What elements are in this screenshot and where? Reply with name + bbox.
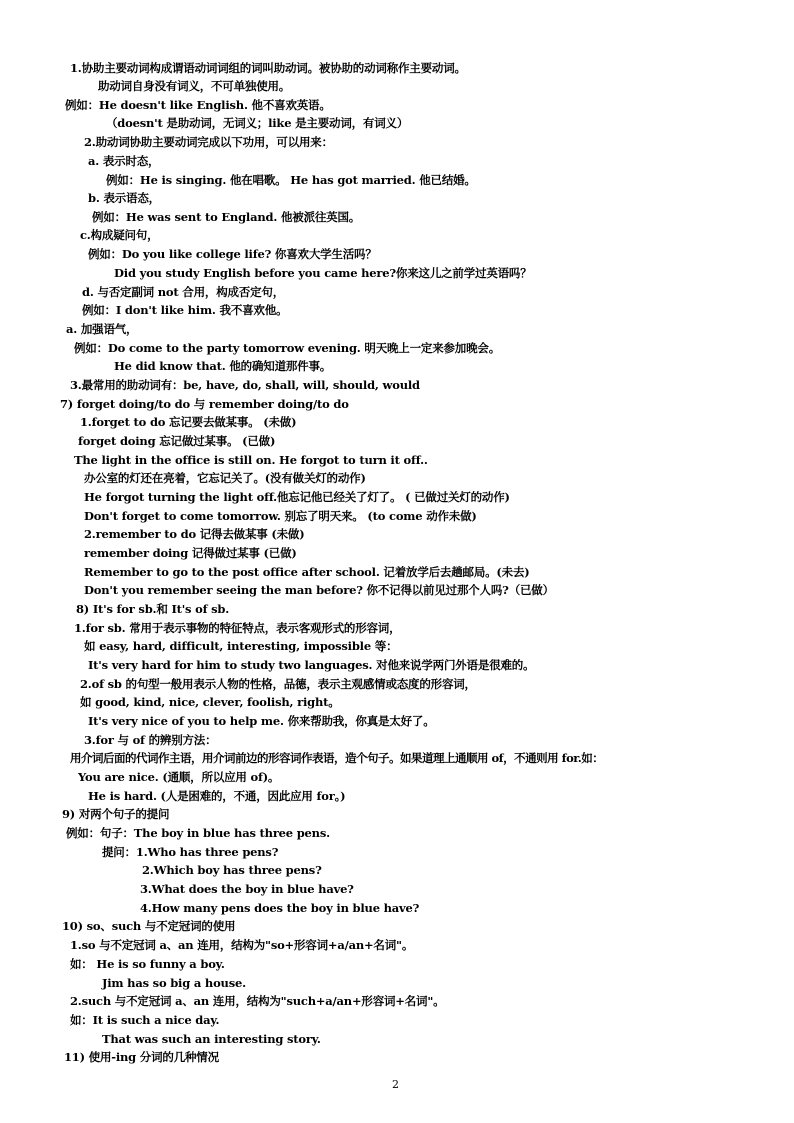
text-line: b. 表示语态， bbox=[88, 191, 160, 205]
text-line: 3.What does the boy in blue have? bbox=[140, 882, 354, 896]
text-line: 如 easy, hard, difficult, interesting, impossible 等： bbox=[84, 639, 398, 653]
text-line: It's very hard for him to study two languages. 对他来说学两门外语是很难的。 bbox=[88, 658, 535, 672]
text-line: 2.of sb 的句型一般用表示人物的性格，品德，表示主观感情或态度的形容词， bbox=[80, 677, 476, 691]
text-line: 例如：句子：The boy in blue has three pens. bbox=[66, 826, 330, 840]
text-line: forget doing 忘记做过某事。 (已做) bbox=[78, 434, 276, 448]
text-line: 1.协助主要动词构成谓语动词词组的词叫助动词。被协助的动词称作主要动词。 bbox=[70, 61, 466, 75]
text-line: He forgot turning the light off.他忘记他已经关了灯了。 ( 已做过关灯的动作) bbox=[84, 490, 510, 504]
section-heading: 11) 使用-ing 分词的几种情况 bbox=[64, 1050, 219, 1064]
text-line: 如：It is such a nice day. bbox=[70, 1013, 220, 1027]
text-line: a. 加强语气， bbox=[66, 322, 138, 336]
text-line: c.构成疑问句， bbox=[80, 228, 159, 242]
text-line: 4.How many pens does the boy in blue have? bbox=[140, 901, 420, 915]
text-line: （doesn't 是助动词，无词义；like 是主要动词，有词义） bbox=[106, 116, 409, 130]
text-line: Don't forget to come tomorrow. 别忘了明天来。 (to come 动作未做) bbox=[84, 509, 477, 523]
text-line: The light in the office is still on. He forgot to turn it off.. bbox=[74, 453, 428, 467]
text-line: 办公室的灯还在亮着，它忘记关了。(没有做关灯的动作) bbox=[84, 471, 366, 485]
text-line: 1.for sb. 常用于表示事物的特征特点，表示客观形式的形容词， bbox=[74, 621, 401, 635]
text-line: Remember to go to the post office after school. 记着放学后去趟邮局。(未去) bbox=[84, 565, 530, 579]
section-heading: 9) 对两个句子的提问 bbox=[62, 807, 170, 821]
text-line: 例如：He doesn't like English. 他不喜欢英语。 bbox=[65, 98, 331, 112]
text-line: a. 表示时态， bbox=[88, 154, 160, 168]
section-heading: 10) so、such 与不定冠词的使用 bbox=[62, 919, 236, 933]
section-heading: 7) forget doing/to do 与 remember doing/to do bbox=[60, 397, 349, 411]
text-line: 3.for 与 of 的辨别方法： bbox=[84, 733, 217, 747]
text-line: 例如：Do come to the party tomorrow evening. 明天晚上一定来参加晚会。 bbox=[74, 341, 501, 355]
text-line: 2.such 与不定冠词 a、an 连用，结构为"such+a/an+形容词+名词"。 bbox=[70, 994, 445, 1008]
text-line: 如： He is so funny a boy. bbox=[70, 957, 225, 971]
text-line: 3.最常用的助动词有：be, have, do, shall, will, should, would bbox=[70, 378, 420, 392]
text-line: You are nice. (通顺，所以应用 of)。 bbox=[78, 770, 280, 784]
text-line: He is hard. (人是困难的，不通，因此应用 for。) bbox=[88, 789, 346, 803]
text-line: 如 good, kind, nice, clever, foolish, right。 bbox=[80, 695, 340, 709]
text-line: 用介词后面的代词作主语，用介词前边的形容词作表语，造个句子。如果道理上通顺用 of，不通则用 for.如： bbox=[70, 751, 604, 765]
section-heading: 8) It's for sb.和 It's of sb. bbox=[76, 602, 230, 616]
text-line: 提问：1.Who has three pens? bbox=[102, 845, 279, 859]
text-line: Don't you remember seeing the man before? 你不记得以前见过那个人吗?（已做） bbox=[84, 583, 554, 597]
text-line: 例如：He is singing. 他在唱歌。 He has got married. 他已结婚。 bbox=[106, 173, 476, 187]
text-line: Did you study English before you came here?你来这儿之前学过英语吗？ bbox=[114, 266, 532, 280]
text-line: 2.助动词协助主要动词完成以下功用，可以用来： bbox=[84, 135, 333, 149]
text-line: 1.so 与不定冠词 a、an 连用，结构为"so+形容词+a/an+名词"。 bbox=[70, 938, 414, 952]
text-line: 例如：Do you like college life? 你喜欢大学生活吗？ bbox=[88, 247, 377, 261]
text-line: remember doing 记得做过某事 (已做) bbox=[84, 546, 297, 560]
text-line: Jim has so big a house. bbox=[102, 976, 246, 990]
text-line: 1.forget to do 忘记要去做某事。 (未做) bbox=[80, 415, 297, 429]
text-line: 例如：He was sent to England. 他被派往英国。 bbox=[92, 210, 361, 224]
page-number: 2 bbox=[392, 1078, 399, 1091]
text-line: That was such an interesting story. bbox=[102, 1032, 321, 1046]
text-line: 助动词自身没有词义，不可单独使用。 bbox=[98, 79, 291, 93]
text-line: 例如：I don't like him. 我不喜欢他。 bbox=[82, 303, 288, 317]
text-line: It's very nice of you to help me. 你来帮助我，你真是太好了。 bbox=[88, 714, 435, 728]
text-line: d. 与否定副词 not 合用，构成否定句， bbox=[82, 285, 284, 299]
text-line: He did know that. 他的确知道那件事。 bbox=[114, 359, 332, 373]
text-line: 2.remember to do 记得去做某事 (未做) bbox=[84, 527, 305, 541]
text-line: 2.Which boy has three pens? bbox=[142, 863, 322, 877]
